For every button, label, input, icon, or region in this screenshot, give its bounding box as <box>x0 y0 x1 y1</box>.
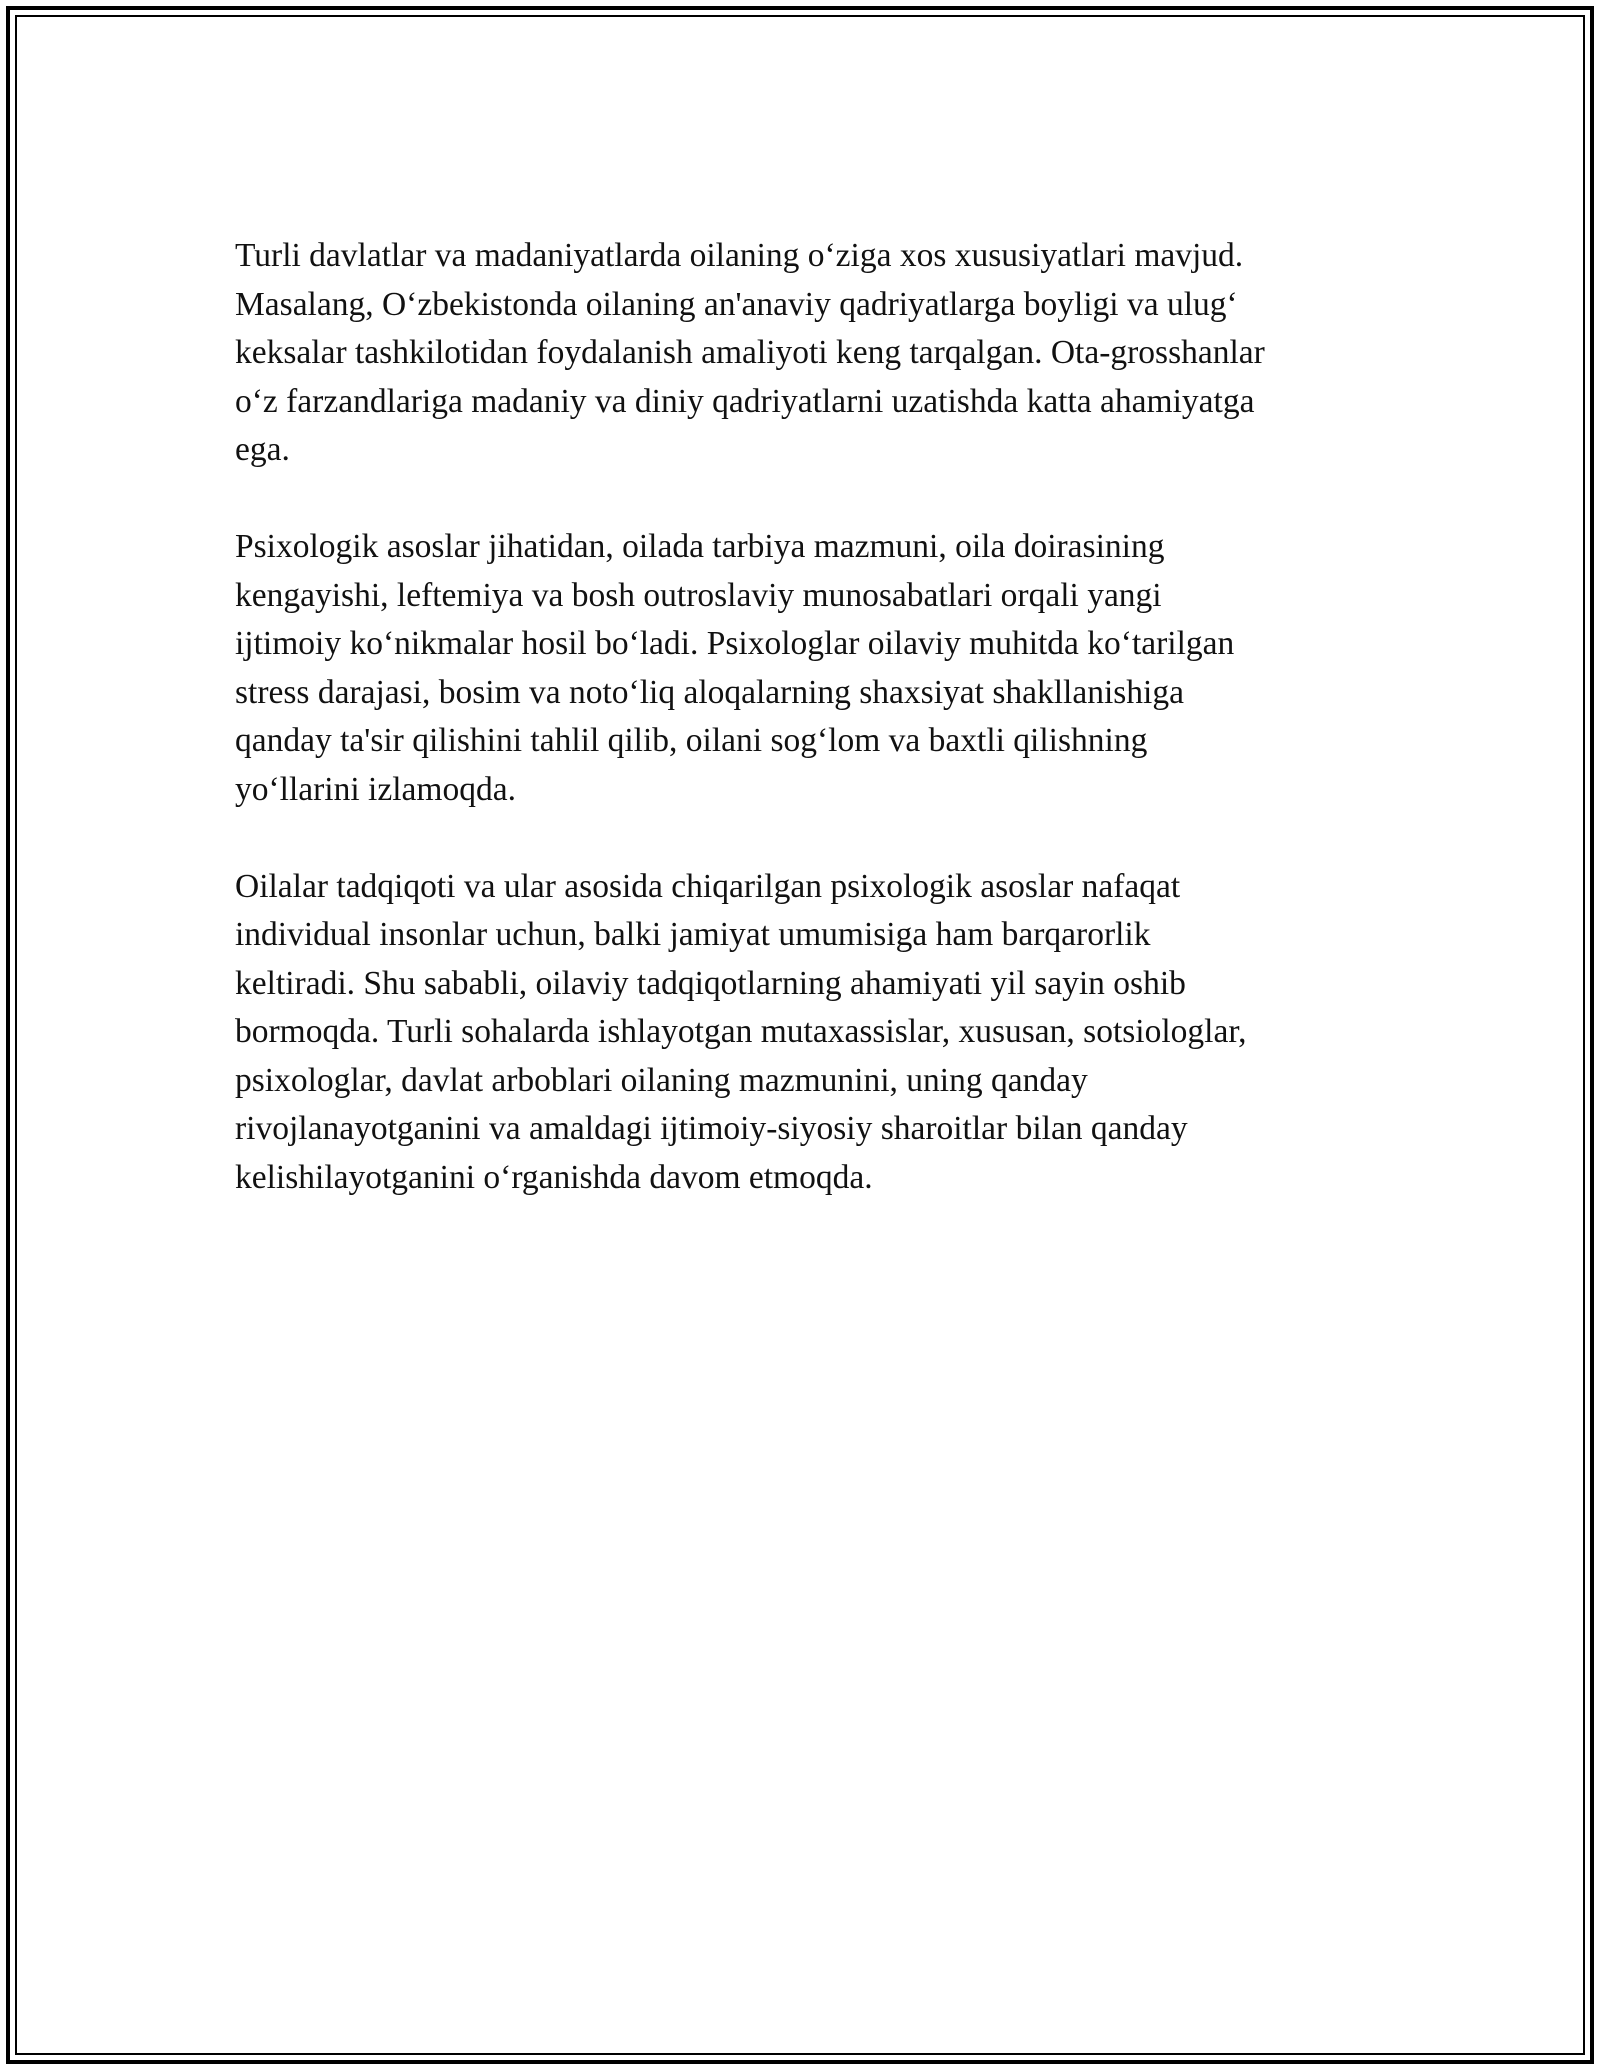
paragraph-line: ega. <box>235 431 290 468</box>
paragraph-1 <box>235 232 1375 475</box>
paragraph-line: psixologlar, davlat arboblari oilaning mazmunini, uning qanday <box>235 1061 1088 1099</box>
paragraph-line: keksalar tashkilotidan foydalanish amaliyoti keng tarqalgan. Ota-grosshanlar <box>235 334 1265 371</box>
paragraph-line: qanday ta'sir qilishini tahlil qilib, oilani sog‘lom va baxtli qilishning <box>235 722 1148 759</box>
paragraph-3 <box>235 863 1375 1203</box>
paragraph-line: ijtimoiy ko‘nikmalar hosil bo‘ladi. Psixologlar oilaviy muhitda ko‘tarilgan <box>235 625 1235 662</box>
paragraph-line: o‘z farzandlariga madaniy va diniy qadriyatlarni uzatishda katta ahamiyatga <box>235 382 1255 420</box>
paragraph-line: Psixologik asoslar jihatidan, oilada tarbiya mazmuni, oila doirasining <box>235 528 1165 565</box>
paragraph-line: kelishilayotganini o‘rganishda davom etmoqda. <box>235 1158 873 1196</box>
paragraph-line: Turli davlatlar va madaniyatlarda oilaning o‘ziga xos xususiyatlari mavjud. <box>235 237 1244 274</box>
paragraph-line: kengayishi, leftemiya va bosh outroslaviy munosabatlari orqali yangi <box>235 576 1162 614</box>
document-body <box>235 232 1375 1251</box>
paragraph-line: Oilalar tadqiqoti va ular asosida chiqarilgan psixologik asoslar nafaqat <box>235 867 1181 905</box>
paragraph-line: Masalang, O‘zbekistonda oilaning an'anaviy qadriyatlarga boyligi va ulug‘ <box>235 285 1238 323</box>
paragraph-line: stress darajasi, bosim va noto‘liq aloqalarning shaxsiyat shakllanishiga <box>235 673 1184 711</box>
paragraph-line: rivojlanayotganini va amaldagi ijtimoiy-siyosiy sharoitlar bilan qanday <box>235 1110 1188 1147</box>
paragraph-2 <box>235 523 1375 814</box>
paragraph-line: bormoqda. Turli sohalarda ishlayotgan mutaxassislar, xususan, sotsiologlar, <box>235 1013 1247 1050</box>
paragraph-line: yo‘llarini izlamoqda. <box>235 770 516 808</box>
paragraph-line: individual insonlar uchun, balki jamiyat umumisiga ham barqarorlik <box>235 916 1151 953</box>
paragraph-line: keltiradi. Shu sababli, oilaviy tadqiqotlarning ahamiyati yil sayin oshib <box>235 964 1186 1002</box>
